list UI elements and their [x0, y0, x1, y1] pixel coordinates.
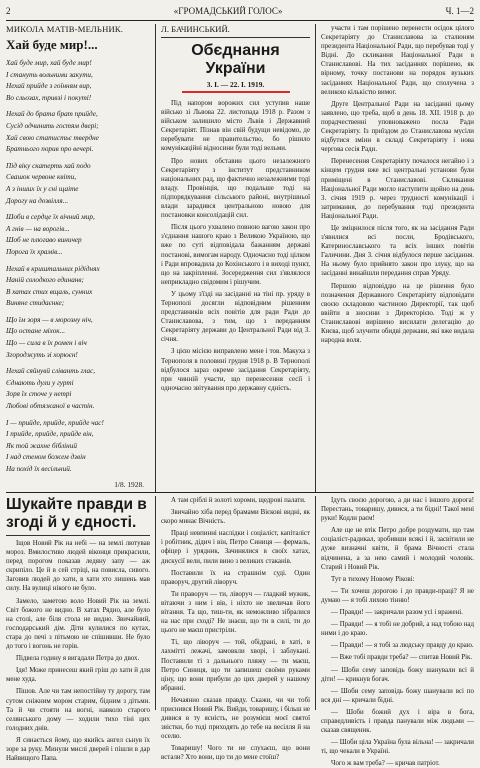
poem-line: Нехай прийде з гоїнням вир,: [6, 82, 92, 91]
poem-line: Нехай до брата брат прийде,: [6, 110, 98, 119]
poem-author: МИКОЛА МАТІВ-МЕЛЬНИК.: [6, 24, 124, 34]
story-paragraph: Чого ж вам треба? — кричав патріот.: [331, 760, 440, 768]
story-paragraph: Ті, що ліворуч — той, обідрані, в хаті, в лахмітті лежачі, замовкли хворі, і заблукані. Поставили ті з дальнього пляжу — ти маєш, Петро Синиця, що ти запишеш своїми руками ціну, що вони прибули до цих дверей у нашому вбранні.: [161, 639, 310, 692]
story-paragraph: — Шоби сему заповідь божу шанували всі й діти! — крикнув богач.: [321, 666, 474, 683]
article-paragraph: Це зміцнилося після того, як на засідання Ради з'явилися всі посли, Бродівського, Катеринославського та всіх інших повітів Галичини. Дня 3. січня відбулося перше засідання. На ньому було прийнято закон про злуку, що на засіданні винайшли передання справ Уряду.: [321, 224, 474, 278]
story-title-rule: [6, 535, 150, 536]
poem-line: Як той жахне бібліний: [6, 441, 77, 450]
poem-line: Нехай в криштальних рідіднях: [6, 264, 100, 273]
story-text-3: [321, 496, 474, 768]
story-column-3: [316, 496, 474, 768]
story-paragraph: Ти праворуч — ти, ліворуч — гладкий мужик, вітаючи з ним і вів, і ніхто не звеличав його вітання. Та що, тиш-ти, як неможливо зібралися на нас при сході? Не знаєш, що ти в силі, ти до цього не маєш пристріли.: [161, 590, 310, 635]
story-text-1: [6, 539, 150, 763]
poem-stanza: [6, 418, 150, 476]
story-paragraph: — Шоби сему заповідь божу шанували всі по вся дні — кричали бідні.: [321, 687, 474, 704]
story-paragraph: Я синається йому, що якийсь ангел сьнув їх зоре за руку. Минули мислі дверей і пішли в дар Найвищого Папа.: [6, 736, 150, 763]
story-paragraph: Але ще не втік Петро добре роздумати, що там соціаліст-радикал, зробивши всякі і й, засвітили не дуже визначні квіти, й брама Вічності стала відчинена, а за нею самий і молодий чоловік. Старий і Новий Рік.: [321, 527, 474, 571]
poem-line: Виняне стидаєнке;: [6, 299, 65, 308]
poem-line: Во сльозах, тривзі і покуті!: [6, 93, 92, 102]
poem-stanza: [6, 109, 150, 155]
poem-line: Що остане міхок...: [6, 327, 66, 336]
story-text-2: [161, 496, 310, 763]
story-paragraph: Звичайно хіба перед брамами Вієкові видні, як скоро минає Вічність.: [161, 509, 310, 526]
poem-line: Любові обтяжаної в частін.: [6, 402, 95, 411]
poem-line: А гнів — на ворогів...: [6, 224, 70, 233]
issue-number: Ч. 1—2: [445, 6, 474, 16]
newspaper-title: «ГРОМАДСЬКИЙ ГОЛОС»: [173, 6, 283, 16]
poem-line: Порога їх храмів...: [6, 247, 63, 256]
story-paragraph: Тут в тихому Новому Рікові:: [331, 575, 415, 583]
poem-line: На похід їх весільний.: [6, 465, 72, 473]
article-continuation: [321, 24, 474, 345]
page-number: 2: [6, 6, 11, 16]
story-paragraph: Пішов. Але чи там непостійну ту дорогу, там сутом сніжним мором старим, бідним з дітьми. Та й чи стояти на вогні, навколо старого селянського дому — ходили тихо тіні цих голодних днів.: [6, 688, 150, 732]
poem-stanza: [6, 315, 150, 361]
poem-line: Дорогу на дозвілля...: [6, 196, 69, 205]
story-paragraph: Товаришу! Чого ти не слухаєш, що вони встали? Хто вони, що ти до мене стоїш?: [161, 745, 310, 762]
article-paragraph: Про нових обставин цього незалежного Секретаріяту з інститут представником національних рад, що фактично незалежними тоді владу. Провінція, що подальше тоді на підпорядкування сільського районі, внутрішньої влади зарадився центральною новою для постановки консолідацій сил.: [161, 157, 310, 220]
poem-line: Хай буде мир, хай буде мир!: [6, 59, 92, 67]
poem-line: Що їм зоря — в морозну ніч,: [6, 315, 93, 324]
story-paragraph: — Ти хочеш дорогою і до правди-праці? Я не думаю — я тобі лихою тінню!: [321, 587, 474, 604]
story-column-1: [6, 496, 156, 763]
story-paragraph: Підвела годину я вигадали Петра до двох.: [16, 655, 140, 663]
poem-body: [6, 58, 150, 476]
header-rule: [6, 20, 474, 21]
story-paragraph: Праці невпинні наслідки і соціаліст, капіталіст і робітник, дідич і він, Петро Синиця — фермаль, офіцер і урядник, Зачинялися в своїх хатах, дискусії вели, пили вино з великих стаканів.: [161, 530, 310, 565]
poem-line: Що — сила в їх ромен і віч: [6, 339, 87, 348]
story-paragraph: — Вже тобі правди треба? — спитав Новий Рік.: [331, 654, 473, 662]
story-paragraph: Іщов Новий Рік на небі — на землі лютував мороз. Вмилостиво людей віконця прикрасили, перед порогом показав ледяну запу — аж скрипіло. Це й в сей стріці, на повисла, сивого. Заговив людей до хати, в хати хто лишень мав силу. На вулиці нікого не було.: [6, 540, 150, 593]
poem-stanza: [6, 264, 150, 310]
poem-line: Зоря їх сточе у нетрі: [6, 390, 72, 399]
article-date: 3. І. — 22. І. 1919.: [206, 80, 265, 89]
article-author: Л. БАЧИНСЬКИЙ.: [161, 24, 310, 38]
poem-stanza: [6, 366, 150, 412]
poem-column: [6, 24, 156, 492]
article-body: [161, 99, 310, 393]
story-paragraph: Нечаянно сказав правду. Скажи, чи чи тобі приснився Новий Рік. Вийди, товаришу, і більш не дивися в ту ясність, не розумієш моєї святої звістки, бо тоді приходять до тебе на весілля й на оселю.: [161, 696, 310, 741]
poem-line: Згороджуть зі хорюєн!: [6, 350, 78, 359]
top-section: [6, 24, 474, 492]
article-paragraph: участи і там порішено перенести осідок цілого Секретаріяту до Станиславова за сталюням президента Національної Ради, що перебував тоді у Відні. До скликання Національної Ради в Станиславові. На тих засіданнях порішено, як вірному, точку постанови на порядок вузьких засіданнях Національної Ради, що сполучена з великою кількістю вимог.: [321, 25, 474, 96]
poem-line: Під віку скатерть хай подо: [6, 161, 91, 170]
story-paragraph: — Шоби божий дух і віра в бога, справедливість і правда панували між людьми — сказав священик.: [321, 708, 474, 735]
article-paragraph: Під напором ворожих сил уступив наше військо зі Львова 22. листопада 1918 р. Разом з військом залишило місто Львів і Державний Секретаріят. Пізнав він свій будущи невідомо, де перебувати не правительство, бо рішило комунікаційні відносини були тоді вельми.: [161, 100, 310, 153]
article-paragraph: Після цього ухвалено повною вагою закон про з'єднання нашого краю з Великою Україною, що вже по суті відповідала бажанням державі постанові, вимогам народу. Одночасно тоді цілком і Ради впровадила до Кохінського і в виході пункт, що на закріпленні. Зосередження сил з'являлося неприкладно свідомим і рішучим.: [161, 224, 310, 286]
poem-stanza: [6, 161, 150, 207]
poem-line: Сусід одчинить гостям двері;: [6, 121, 99, 130]
story-paragraph: Поставили їх на страшнім суді. Один праворуч, другий ліворуч.: [161, 569, 310, 586]
article-continuation-column: [316, 24, 474, 492]
poem-line: В хатах стих вщаль, сунних: [6, 287, 93, 296]
article-paragraph: З цією місією виправлено мене і тов. Макуха з Тернополя в половині грудня 1918 р. В Тернополі відбулося зараз окреме засідання Секретаріяту, при чинній участи, що перенесення сесії і одночасно звітування про державну єдність.: [161, 348, 310, 392]
poem-line: Єднають дули у гурті: [6, 378, 74, 387]
page-header: [6, 4, 474, 18]
story-paragraph: — Правди! — я тобі за людську правду до краю.: [331, 642, 474, 650]
poem-line: Свашок червоне квіти,: [6, 173, 77, 182]
poem-stanza: [6, 58, 150, 104]
poem-line: І прийде, прийде, прийде він,: [6, 430, 94, 439]
story-paragraph: Замело, заметою воло Новий Рік на землі. Світ божого не видно. В хатах Рядно, але було на столі, але біля стола не видно. Звичайний, господарський дім. Діти кулилися по кутах, стара до печі з пітьмою не спішивши. Не було до того і вогонь не горів.: [6, 597, 150, 651]
article-title: Обєднання України: [191, 42, 280, 77]
story-paragraph: А там сріблі й золоті хороми, щедрові палати.: [171, 497, 306, 504]
poem-line: Братнього порив про вечері.: [6, 145, 94, 154]
article-paragraph: Друге Центральної Ради на засіданні цьому заявлено, що треба, щоб в день 18. XII. 1918 р. до порадчественні уповноважено посла Ради Секретаріяту. Із приїздом до Станиславова мусіли відбутися зміни в складі Секретаріяту і нова чергова сесія Ради.: [321, 100, 474, 154]
story-paragraph: — Правди! — закричали разом усі і вражені.: [331, 609, 463, 617]
red-underline: [182, 91, 290, 93]
poem-line: Хай свою статистьє твердне: [6, 133, 99, 142]
poem-title: Хай буде мир!...: [6, 37, 98, 52]
story-title: Шукайте правди в згоді й у єдності.: [6, 496, 147, 531]
article-paragraph: Перенесення Секретаріяту почалося негайно і з кінцем грудня вже всі центральні установи були приміщені в Станиславові. Скликання Національної Ради могло наступити щойно на день 3. січня 1919 р. через трудності комунікації і затримання, до перебування тоді президента Національної Ради.: [321, 158, 474, 220]
article-column: [156, 24, 316, 492]
article-paragraph: Першою відповіддю на це рішення було позначення Державного Секретаріяту відповідати своєю складовою частиною Директорії, так щоб ввійти в зносини з Директорією. Тоді ж у Станиславові вирішено висилати делегацію до Києва, щоб злучити обидві держави, які вже видала народна воля.: [321, 282, 474, 345]
story-paragraph: — Правди! — я тобі не добрий, а над тобою над ними і до краю.: [321, 621, 474, 638]
story-paragraph: Ідуть своєю дорогою, а ди нас і іншого дорога! Перестань, товаришу, дивися, а ти бідні! Такої мені руки! Кодли раєм!: [321, 497, 474, 523]
story-column-2: [156, 496, 316, 762]
poem-stanza: [6, 212, 150, 258]
poem-line: Шоби в сердце їх вічний мир,: [6, 213, 95, 222]
poem-line: Нехай сяйнувй сліванть глас,: [6, 367, 96, 376]
article-paragraph: У цьому з'їзді на засіданні на тіні пр. уряду в Тернополі досягли відповідним рішенням представників всіх повітів для ради Ради до Станиславова, з тим, що з переданням Секретаріяту держави до Центральної Ради від 3. січня.: [161, 290, 310, 344]
poem-date: 1/8. 1928.: [114, 479, 144, 489]
poem-line: І — прийде, прийде, прийде час!: [6, 418, 104, 427]
story-paragraph: Ідя! Може принесеш який гріш до хати й для мене худа.: [6, 667, 150, 684]
poem-line: А з інших їх у сні щаіте: [6, 184, 79, 193]
poem-line: Наній солодкого единанв;: [6, 276, 84, 285]
bottom-section: [6, 492, 474, 768]
story-paragraph: — Шоби ціла Україна була вільна! — закричали ті, що чекали в Україні.: [321, 739, 474, 756]
poem-line: І над стеном божем дзвін: [6, 453, 86, 462]
poem-line: І стануть вольними закути,: [6, 70, 93, 79]
poem-line: Шоб не плюгаво виничер: [6, 236, 82, 245]
